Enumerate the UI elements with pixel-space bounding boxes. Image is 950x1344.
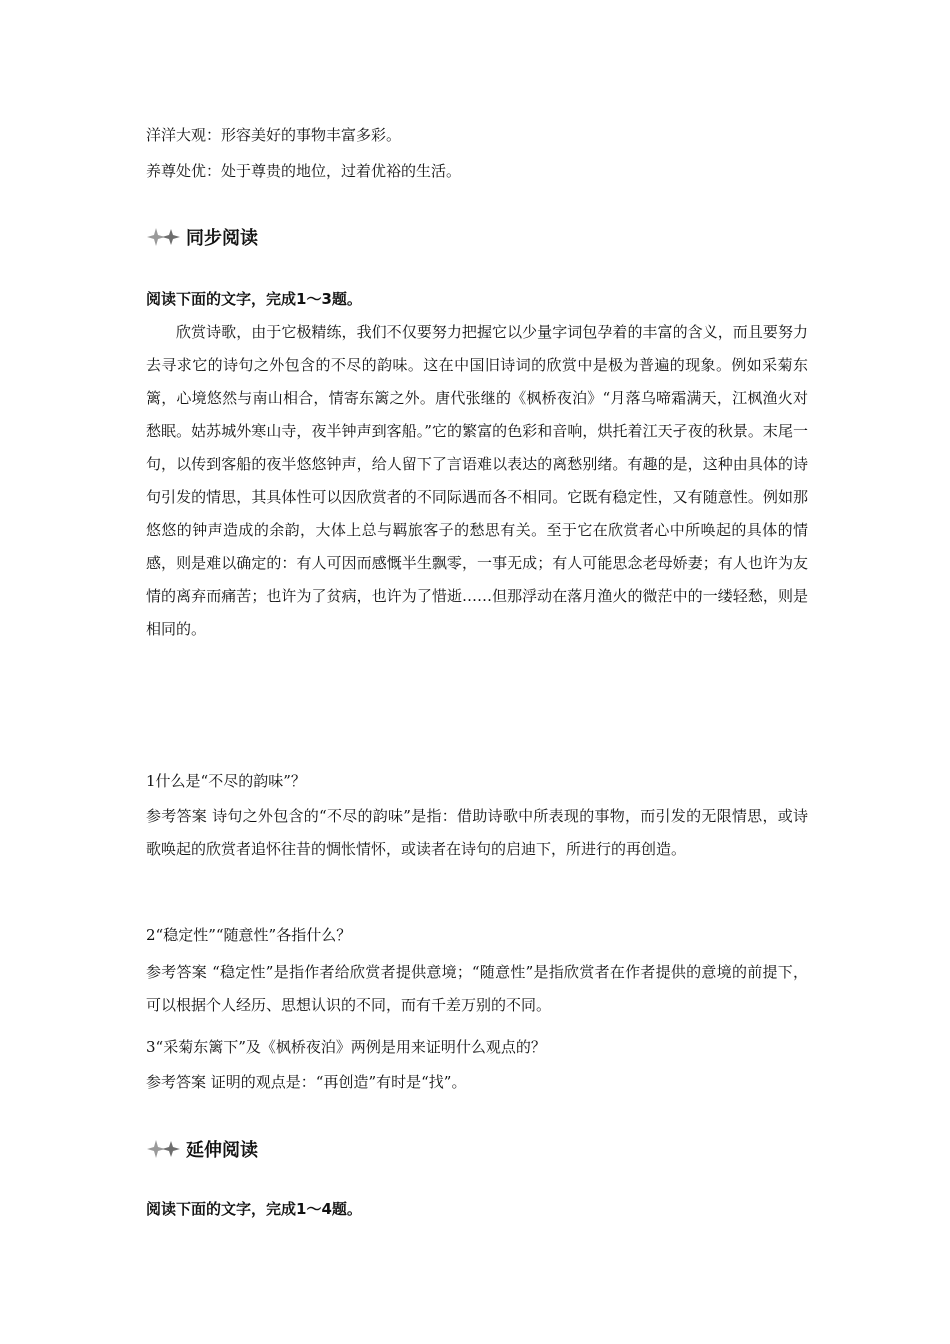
sparkle-icon — [146, 1138, 182, 1160]
question: 2“稳定性”“随意性”各指什么？ — [146, 926, 352, 944]
definition-line: 养尊处优：处于尊贵的地位，过着优裕的生活。 — [146, 162, 462, 180]
section-title: 延伸阅读 — [186, 1140, 258, 1161]
instruction: 阅读下面的文字，完成1～3题。 — [146, 290, 362, 308]
question: 1什么是“不尽的韵味”？ — [146, 772, 306, 790]
section-heading — [146, 222, 258, 252]
reading-passage: 欣赏诗歌，由于它极精练，我们不仅要努力把握它以少量字词包孕着的丰富的含义，而且要努力去寻求它的诗句之外包含的不尽的韵味。这在中国旧诗词的欣赏中是极为普遍的现象。例如采菊东篱，心境悠然与南山相合，情寄东篱之外。唐代张继的《枫桥夜泊》“月落乌啼霜满天，江枫渔火对愁眠。姑苏城外寒山寺，夜半钟声到客船。”它的繁富的色彩和音响，烘托着江天孑夜的秋景。末尾一句，以传到客船的夜半悠悠钟声，给人留下了言语难以表达的离愁别绪。有趣的是，这种由具体的诗句引发的情思，其具体性可以因欣赏者的不同际遇而各不相同。它既有稳定性，又有随意性。例如那悠悠的钟声造成的余韵，大体上总与羁旅客子的愁思有关。至于它在欣赏者心中所唤起的具体的情感，则是难以确定的：有人可因而感慨半生飘零，一事无成；有人可能思念老母娇妻；有人也许为友情的离弃而痛苦；也许为了贫病，也许为了惜逝……但那浮动在落月渔火的微茫中的一缕轻愁，则是相同的。 — [146, 323, 808, 638]
definition-line: 洋洋大观：形容美好的事物丰富多彩。 — [146, 126, 402, 144]
question: 3“采菊东篱下”及《枫桥夜泊》两例是用来证明什么观点的？ — [146, 1038, 546, 1056]
section-title: 同步阅读 — [186, 228, 258, 249]
answer: 参考答案 证明的观点是：“再创造”有时是“找”。 — [146, 1073, 467, 1091]
instruction: 阅读下面的文字，完成1～4题。 — [146, 1200, 362, 1218]
answer: 参考答案 “稳定性”是指作者给欣赏者提供意境；“随意性”是指欣赏者在作者提供的意境的前提下，可以根据个人经历、思想认识的不同，而有千差万别的不同。 — [146, 963, 808, 1014]
section-heading — [146, 1134, 258, 1164]
sparkle-icon — [146, 226, 182, 248]
answer: 参考答案 诗句之外包含的“不尽的韵味”是指：借助诗歌中所表现的事物，而引发的无限情思，或诗歌唤起的欣赏者追怀往昔的惆怅情怀，或读者在诗句的启迪下，所进行的再创造。 — [146, 807, 808, 858]
